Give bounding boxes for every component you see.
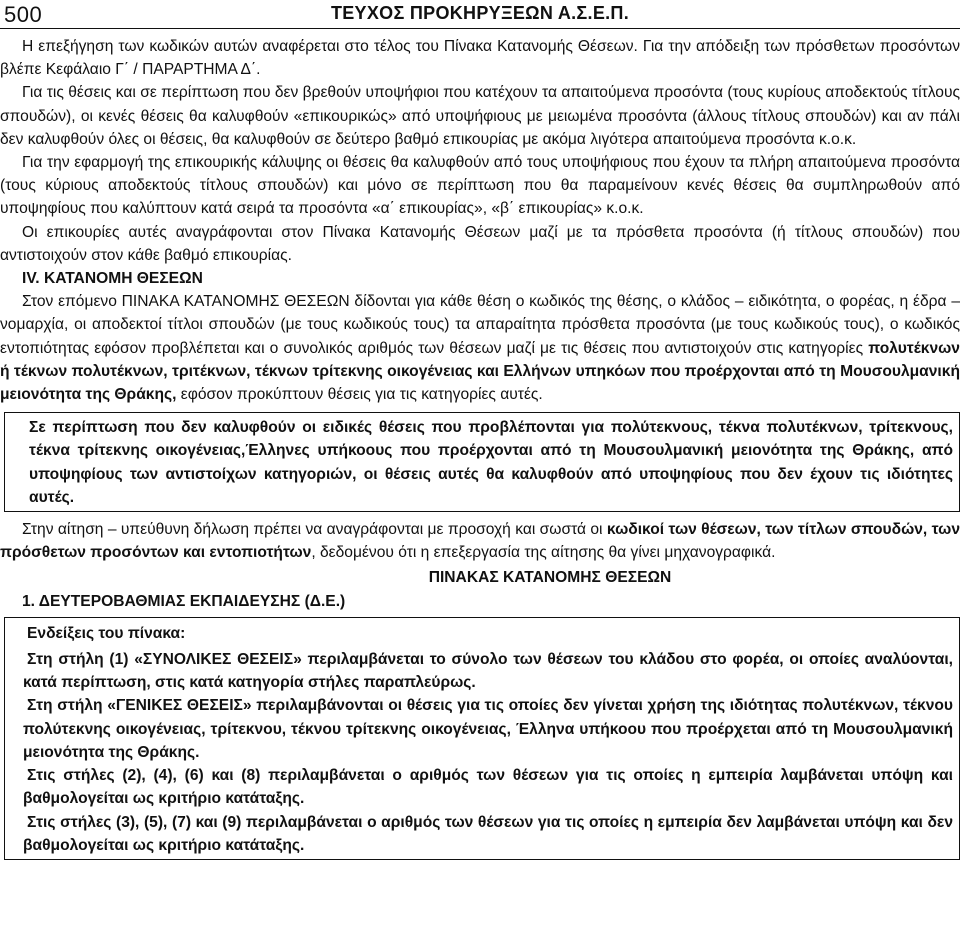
paragraph-application-tail: , δεδομένου ότι η επεξεργασία της αίτησης θα γίνει μηχανογραφικά.: [311, 544, 776, 562]
paragraph-code-explanation: Η επεξήγηση των κωδικών αυτών αναφέρεται στο τέλος του Πίνακα Κατανομής Θέσεων. Για την απόδειξη των πρόσθετων προσόντων βλέπε Κεφάλαιο Γ΄ / ΠΑΡΑΡΤΗΜΑ Δ΄.: [0, 38, 960, 79]
page-header: [0, 0, 960, 40]
paragraph-application-instructions: [0, 518, 960, 564]
paragraph-application-codes: κωδικοί των θέσεων, των τίτλων σπουδών, των πρόσθετων προσόντων και εντοπιοτήτων: [0, 521, 960, 562]
paragraph-application-text: Στην αίτηση – υπεύθυνη δήλωση πρέπει να αναγράφονται με προσοχή και σωστά οι: [22, 521, 607, 539]
boxed-notice: Σε περίπτωση που δεν καλυφθούν οι ειδικές θέσεις που προβλέπονται για πολύτεκνους, τέκνα πολυτέκνων, τρίτεκνους, τέκνα τρίτεκνης οικογένειας,Έλληνες υπήκοους που προέρχονται από τη Μουσουλμανική μειονότητα της Θράκης, από υποψηφίους των αντιστοίχων κατηγοριών, οι θέσεις αυτές θα καλυφθούν από υποψηφίους που δεν έχουν τις ιδιότητες αυτές.: [4, 412, 960, 512]
issue-title: ΤΕΥΧΟΣ ΠΡΟΚΗΡΥΞΕΩΝ Α.Σ.Ε.Π.: [330, 3, 630, 23]
legend-item: Στις στήλες (2), (4), (6) και (8) περιλαμβάνεται ο αριθμός των θέσεων για τις οποίες η εμπειρία λαμβάνεται υπόψη και βαθμολογείται ως κριτήριο κατάταξης.: [23, 767, 953, 808]
legend-item: Στη στήλη «ΓΕΝΙΚΕΣ ΘΕΣΕΙΣ» περιλαμβάνονται οι θέσεις για τις οποίες δεν γίνεται χρήση της ιδιότητας πολυτέκνων, τέκνου πολύτεκνης οικογένειας, τρίτεκνου, τέκνου τρίτεκνης οικογένειας, Έλληνα υπήκοου που προέρχεται από τη Μουσουλμανική μειονότητα της Θράκης.: [23, 697, 953, 761]
paragraph-table-description-text: Στον επόμενο ΠΙΝΑΚΑ ΚΑΤΑΝΟΜΗΣ ΘΕΣΕΩΝ δίδονται για κάθε θέση ο κωδικός της θέσης, ο κλάδος – ειδικότητα, ο φορέας, η έδρα – νομαρχία, οι αποδεκτοί τίτλοι σπουδών (με τους κωδικούς τους) τα απαραίτητα πρόσθετα προσόντα (με τους κωδικούς τους), ο κωδικός εντοπιότητας εφόσον προβλέπεται και ο συνολικός αριθμός των θέσεων μαζί με τις θέσεις που αντιστοιχούν στις κατηγορίες: [0, 293, 960, 357]
legend-heading: Ενδείξεις του πίνακα:: [27, 624, 186, 642]
paragraph-auxiliary-coverage: Για τις θέσεις και σε περίπτωση που δεν βρεθούν υποψήφιοι που κατέχουν τα απαιτούμενα προσόντα (τους κυρίους αποδεκτούς τίτλους σπουδών), οι κενές θέσεις θα καλυφθούν «επικουρικώς» από υποψήφιους με μειωμένα προσόντα (άλλους τίτλους σπουδών) και αν πάλι δεν καλυφθούν όλες οι θέσεις, θα καλυφθούν σε δεύτερο βαθμό επικουρίας με ακόμα λιγότερα απαιτούμενα προσόντα κ.ο.κ.: [0, 84, 960, 148]
header-rule: [0, 28, 960, 29]
section-heading: IV. ΚΑΤΑΝΟΜΗ ΘΕΣΕΩΝ: [22, 270, 203, 288]
table-title: ΠΙΝΑΚΑΣ ΚΑΤΑΝΟΜΗΣ ΘΕΣΕΩΝ: [428, 569, 672, 587]
paragraph-auxiliary-application: Για την εφαρμογή της επικουρικής κάλυψης οι θέσεις θα καλυφθούν από τους υποψήφιους που έχουν τα πλήρη απαιτούμενα προσόντα (τους κύριους αποδεκτούς τίτλους σπουδών) και μόνο σε περίπτωση που θα παραμείνουν κενές θέσεις θα συμπληρωθούν από υποψηφίους που καλύπτουν κατά σειρά τα προσόντα «α΄ επικουρίας», «β΄ επικουρίας» κ.ο.κ.: [0, 154, 960, 218]
paragraph-table-description-tail: εφόσον προκύπτουν θέσεις για τις κατηγορίες αυτές.: [176, 386, 543, 404]
page-number: 500: [4, 2, 43, 27]
paragraph-table-description: [0, 290, 960, 406]
paragraph-table-description-categories: πολυτέκνων ή τέκνων πολυτέκνων, τριτέκνων, τέκνων τρίτεκνης οικογένειας και Ελλήνων υπηκόων που προέρχονται από τη Μουσουλμανική μειονότητα της Θράκης,: [0, 339, 960, 404]
legend-item: Στις στήλες (3), (5), (7) και (9) περιλαμβάνεται ο αριθμός των θέσεων για τις οποίες η εμπειρία δεν λαμβάνεται υπόψη και δεν βαθμολογείται ως κριτήριο κατάταξης.: [23, 813, 953, 854]
paragraph-auxiliary-listing: Οι επικουρίες αυτές αναγράφονται στον Πίνακα Κατανομής Θέσεων μαζί με τα πρόσθετα προσόντα (ή τίτλους σπουδών) που αντιστοιχούν στον κάθε βαθμό επικουρίας.: [0, 223, 960, 264]
legend-box: [4, 617, 960, 860]
legend-item: Στη στήλη (1) «ΣΥΝΟΛΙΚΕΣ ΘΕΣΕΙΣ» περιλαμβάνεται το σύνολο των θέσεων του κλάδου στο φορέα, οι οποίες αναλύονται, κατά περίπτωση, στις κατά κατηγορία στήλες παραπλεύρως.: [23, 651, 953, 692]
document-body: [0, 35, 960, 860]
table-subtitle: 1. ΔΕΥΤΕΡΟΒΑΘΜΙΑΣ ΕΚΠΑΙΔΕΥΣΗΣ (Δ.Ε.): [22, 592, 346, 610]
